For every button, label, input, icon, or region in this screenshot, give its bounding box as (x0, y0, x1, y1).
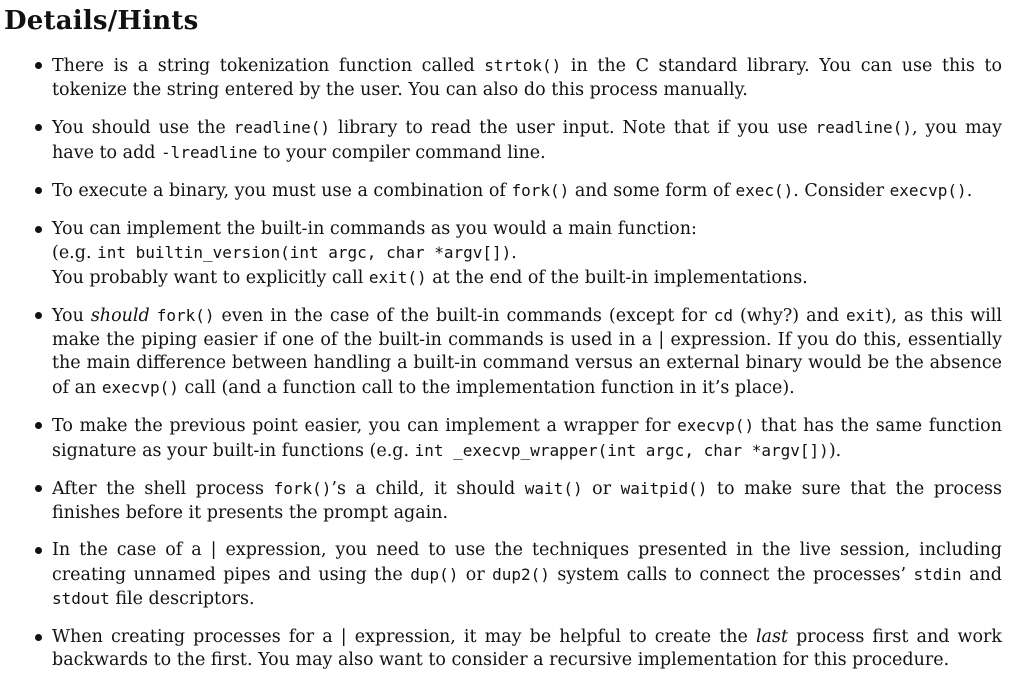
section-heading: Details/Hints (4, 6, 199, 36)
code-cd: cd (713, 306, 733, 325)
hint-fork-exec (4, 179, 1002, 204)
hint-text: expression. If you do this, essentially the main difference between handling a built-in command versus an external binary would be the absence of an (52, 329, 1003, 398)
hint-wrapper (4, 414, 1002, 463)
bullet-icon (35, 422, 42, 429)
hint-text: to make sure that the process finishes before it presents the prompt again. (52, 479, 1003, 523)
hint-text: or (458, 564, 493, 585)
code-execvp: execvp() (677, 416, 755, 435)
bullet-icon (35, 187, 42, 194)
hint-text: process first and work backwards to the first. You may also want to consider a recursive implementation for this procedure. (52, 626, 1003, 670)
hints-list (4, 54, 1002, 673)
code-fork: fork() (156, 306, 215, 325)
hint-wait (4, 477, 1002, 525)
code-exit: exit (846, 306, 885, 325)
pipe-symbol: | (340, 626, 347, 647)
pipe-symbol: | (658, 329, 665, 350)
hint-text: expression, you need to use the techniques presented in the live session, including creating unnamed pipes and using the (52, 540, 1002, 585)
hint-pipes (4, 539, 1002, 612)
code-strtok: strtok() (484, 56, 562, 75)
hint-text: expression, it may be helpful to create the (346, 626, 756, 647)
hint-text: To execute a binary, you must use a combination of (52, 181, 512, 201)
code-fork: fork() (511, 181, 570, 200)
hint-text: in the C standard library. You can use this to tokenize the string entered by the user. You can also do this process manually. (52, 56, 1002, 100)
hint-line (52, 266, 1002, 291)
code-fork: fork() (273, 479, 332, 498)
bullet-icon (35, 547, 42, 554)
hint-text: even in the case of the built-in commands (except for (214, 306, 714, 326)
code-dup2: dup2() (492, 564, 550, 584)
hint-text: You (52, 306, 91, 326)
hint-line (52, 218, 1002, 242)
hint-text: To make the previous point easier, you can implement a wrapper for (52, 416, 678, 436)
hint-text: . (511, 243, 517, 263)
hint-line (52, 241, 1002, 266)
hint-text: call (and a function call to the implementation function in it’s place). (178, 377, 795, 398)
emphasis-text: last (755, 626, 788, 647)
hint-text: library to read the user input. Note that if you use (330, 118, 816, 138)
hint-text: ’s a child, it should (331, 479, 525, 499)
hint-process-order (4, 626, 1002, 673)
code-dup: dup() (410, 564, 459, 584)
hint-text (150, 306, 157, 326)
hint-text: You should use the (52, 118, 234, 138)
bullet-icon (35, 62, 42, 69)
code-wrapper-signature: int _execvp_wrapper(int argc, char *argv[]) (414, 440, 829, 460)
hint-text: You probably want to explicitly call (52, 267, 369, 288)
hint-text: , you may have to add (52, 118, 1002, 163)
code-stdout: stdout (52, 589, 110, 608)
code-builtin-signature: int builtin_version(int argc, char *argv[]) (97, 243, 512, 262)
hint-text: In the case of a (52, 540, 211, 560)
hint-builtins (4, 218, 1002, 291)
emphasis-text: should (90, 306, 150, 326)
hint-text: file descriptors. (109, 589, 255, 609)
bullet-icon (35, 485, 42, 492)
hint-text: ), as this will make the piping easier if one of the built-in commands is used in a (52, 306, 1002, 350)
code-stdin: stdin (913, 564, 962, 584)
hint-text: You can implement the built-in commands as you would a main function: (52, 218, 697, 239)
code-wait: wait() (524, 479, 583, 498)
hint-text: After the shell process (52, 479, 274, 499)
code-exec: exec() (735, 181, 794, 200)
hint-text: to your compiler command line. (257, 142, 546, 163)
hint-text: . Consider (793, 181, 890, 201)
bullet-icon (35, 124, 42, 131)
hint-text: When creating processes for a (52, 626, 341, 647)
code-execvp: execvp() (101, 377, 179, 397)
code-execvp: execvp() (889, 181, 967, 200)
pipe-symbol: | (210, 540, 217, 560)
hint-text: and some form of (569, 181, 736, 201)
bullet-icon (35, 226, 42, 233)
bullet-icon (35, 312, 42, 319)
code-waitpid: waitpid() (620, 479, 708, 498)
hint-text: that has the same function signature as your built-in functions (e.g. (52, 416, 1002, 461)
code-exit: exit() (368, 267, 427, 287)
code-readline: readline() (815, 118, 912, 137)
hint-text: or (582, 479, 621, 499)
hint-fork-builtins (4, 304, 1002, 400)
hint-readline (4, 116, 1002, 165)
bullet-icon (35, 634, 42, 641)
hint-strtok (4, 54, 1002, 102)
hint-text: system calls to connect the processes’ (549, 564, 914, 585)
hint-text: at the end of the built-in implementations. (426, 267, 808, 288)
hint-text: (e.g. (52, 243, 98, 263)
hint-text: ). (828, 440, 842, 461)
code-readline: readline() (233, 118, 331, 137)
hint-text: and (961, 564, 1002, 585)
hint-text: There is a string tokenization function called (52, 56, 485, 76)
code-lreadline-flag: -lreadline (161, 142, 258, 162)
hint-text: . (966, 181, 973, 201)
hint-text: (why?) and (732, 306, 847, 326)
